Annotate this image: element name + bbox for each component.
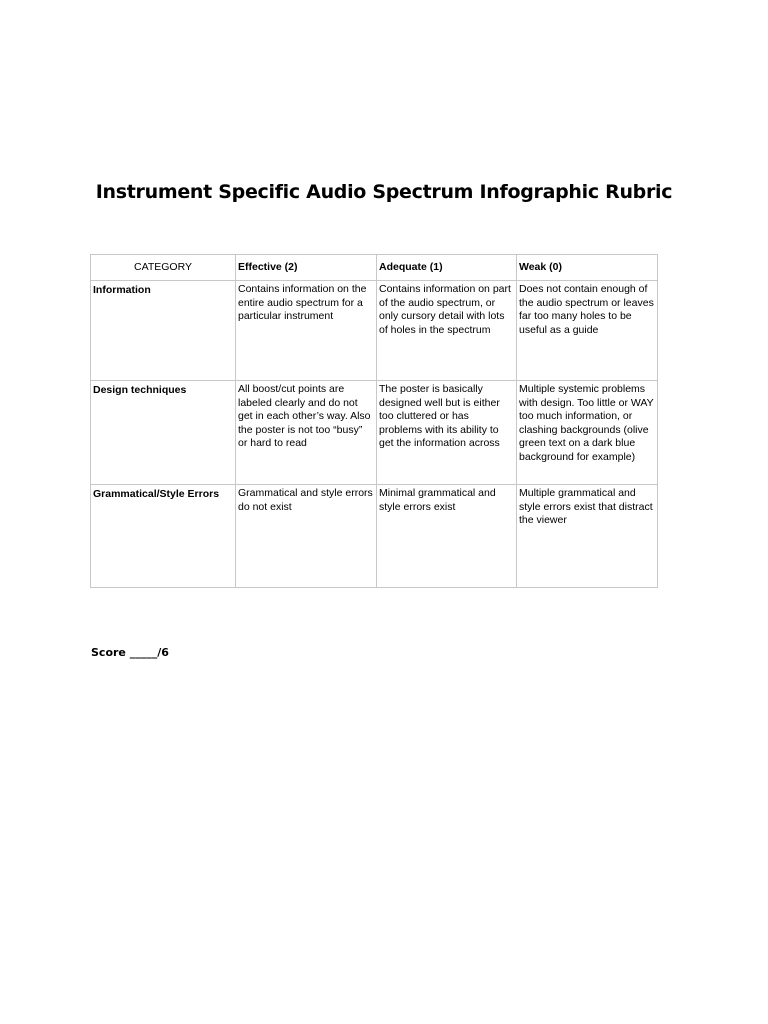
cell-effective: All boost/cut points are labeled clearly and do not get in each other’s way. Also the poster is not too “busy” or hard to read bbox=[236, 381, 377, 485]
table-row bbox=[91, 485, 658, 588]
category-design-techniques: Design techniques bbox=[91, 381, 236, 485]
cell-adequate: Contains information on part of the audio spectrum, or only cursory detail with lots of holes in the spectrum bbox=[377, 281, 517, 381]
score-line: Score _____/6 bbox=[91, 646, 169, 659]
cell-effective: Contains information on the entire audio spectrum for a particular instrument bbox=[236, 281, 377, 381]
cell-weak: Multiple grammatical and style errors exist that distract the viewer bbox=[517, 485, 658, 588]
table-header-row bbox=[91, 255, 658, 281]
cell-effective: Grammatical and style errors do not exist bbox=[236, 485, 377, 588]
cell-adequate: Minimal grammatical and style errors exist bbox=[377, 485, 517, 588]
cell-weak: Multiple systemic problems with design. Too little or WAY too much information, or clashing backgrounds (olive green text on a dark blue background for example) bbox=[517, 381, 658, 485]
table-row bbox=[91, 281, 658, 381]
table-row bbox=[91, 381, 658, 485]
header-adequate: Adequate (1) bbox=[377, 255, 517, 281]
header-weak: Weak (0) bbox=[517, 255, 658, 281]
category-grammatical-style-errors: Grammatical/Style Errors bbox=[91, 485, 236, 588]
cell-weak: Does not contain enough of the audio spectrum or leaves far too many holes to be useful as a guide bbox=[517, 281, 658, 381]
rubric-table bbox=[90, 254, 658, 588]
header-category: CATEGORY bbox=[91, 255, 236, 281]
cell-adequate: The poster is basically designed well but is either too cluttered or has problems with its ability to get the information across bbox=[377, 381, 517, 485]
category-information: Information bbox=[91, 281, 236, 381]
page-title: Instrument Specific Audio Spectrum Infographic Rubric bbox=[95, 181, 673, 203]
header-effective: Effective (2) bbox=[236, 255, 377, 281]
